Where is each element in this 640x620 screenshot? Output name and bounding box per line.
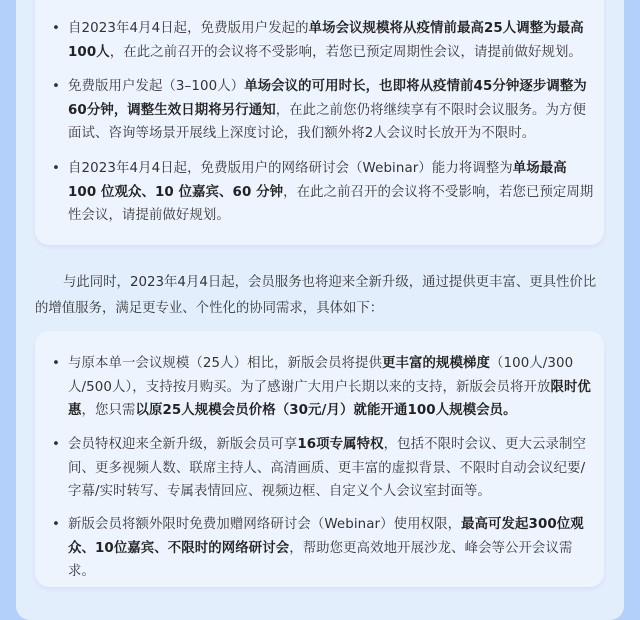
list-item-text xyxy=(52,352,597,423)
text-segment: 新版会员将额外限时免费加赠网络研讨会（Webinar）使用权限， xyxy=(68,517,462,532)
bold-segment: 单场最高 100 位观众、10 位嘉宾、60 分钟 xyxy=(68,161,567,200)
list-item-text xyxy=(52,513,597,584)
list-item-text xyxy=(52,433,597,504)
bullet: • xyxy=(52,161,60,176)
bold-segment: 最高可发起300位观众、10位嘉宾、不限时的网络研讨会 xyxy=(68,517,584,556)
text-segment: 免费版用户发起（3–100人） xyxy=(68,79,245,94)
text-segment: 会员特权迎来全新升级，新版会员可享 xyxy=(68,437,298,452)
bullet: • xyxy=(52,21,60,36)
text-segment: ，在此之前您仍将继续享有不限时会议服务。为方便面试、咨询等场景开展线上深度讨论，我们额外将2人会议时长放开为不限时。 xyxy=(68,102,586,141)
bold-segment: 单场会议的可用时长，也即将从疫情前45分钟逐步调整为60分钟，调整生效日期将另行通知 xyxy=(68,79,587,118)
bold-segment: 更丰富的规模梯度 xyxy=(382,356,490,371)
text-segment: 与原本单一会议规模（25人）相比，新版会员将提供 xyxy=(68,356,383,371)
list-item xyxy=(52,75,597,146)
bullet: • xyxy=(52,79,60,94)
list-item xyxy=(52,157,597,228)
list-item-text xyxy=(52,17,597,64)
intro-paragraph xyxy=(35,270,604,321)
bullet: • xyxy=(52,356,60,371)
text-segment: ，帮助您更高效地开展沙龙、峰会等公开会议需求。 xyxy=(68,540,573,579)
list-item-text xyxy=(52,75,597,146)
text-segment: ，在此之前召开的会议将不受影响，若您已预定周期性会议，请提前做好规划。 xyxy=(109,44,582,60)
text-segment: （100人/300人/500人），支持按月购买。为了感谢广大用户长期以来的支持，新版会员将开放 xyxy=(68,356,574,395)
list-item xyxy=(52,513,597,584)
text-segment: ，在此之前召开的会议将不受影响，若您已预定周期性会议，请提前做好规划。 xyxy=(68,184,594,223)
text-segment: 自2023年4月4日起，免费版用户的网络研讨会（Webinar）能力将调整为 xyxy=(68,161,513,176)
list-item xyxy=(52,352,597,423)
bullet: • xyxy=(52,437,60,452)
bold-segment: 16项专属特权 xyxy=(297,437,384,452)
list-item xyxy=(52,433,597,504)
bold-segment: 单场会议规模将从疫情前最高25人调整为最高100人 xyxy=(68,21,584,60)
list-item-text xyxy=(52,157,597,228)
bold-segment: 以原25人规模会员价格（30元/月）就能开通100人规模会员。 xyxy=(135,403,517,418)
intro-text: 与此同时，2023年4月4日起，会员服务也将迎来全新升级，通过提供更丰富、更具性价比的增值服务，满足更专业、个性化的协同需求，具体如下： xyxy=(35,275,597,316)
list-item xyxy=(52,17,597,64)
bold-segment: 限时优惠 xyxy=(68,379,591,418)
text-segment: ，包括不限时会议、更大云录制空间、更多视频人数、联席主持人、高清画质、更丰富的虚拟背景、不限时自动会议纪要/字幕/实时转写、专属表情回应、视频边框、自定义个人会议室封面等。 xyxy=(68,437,586,499)
text-segment: 自2023年4月4日起，免费版用户发起的 xyxy=(68,21,309,36)
text-segment: ，您只需 xyxy=(81,403,136,418)
bullet: • xyxy=(52,517,60,532)
